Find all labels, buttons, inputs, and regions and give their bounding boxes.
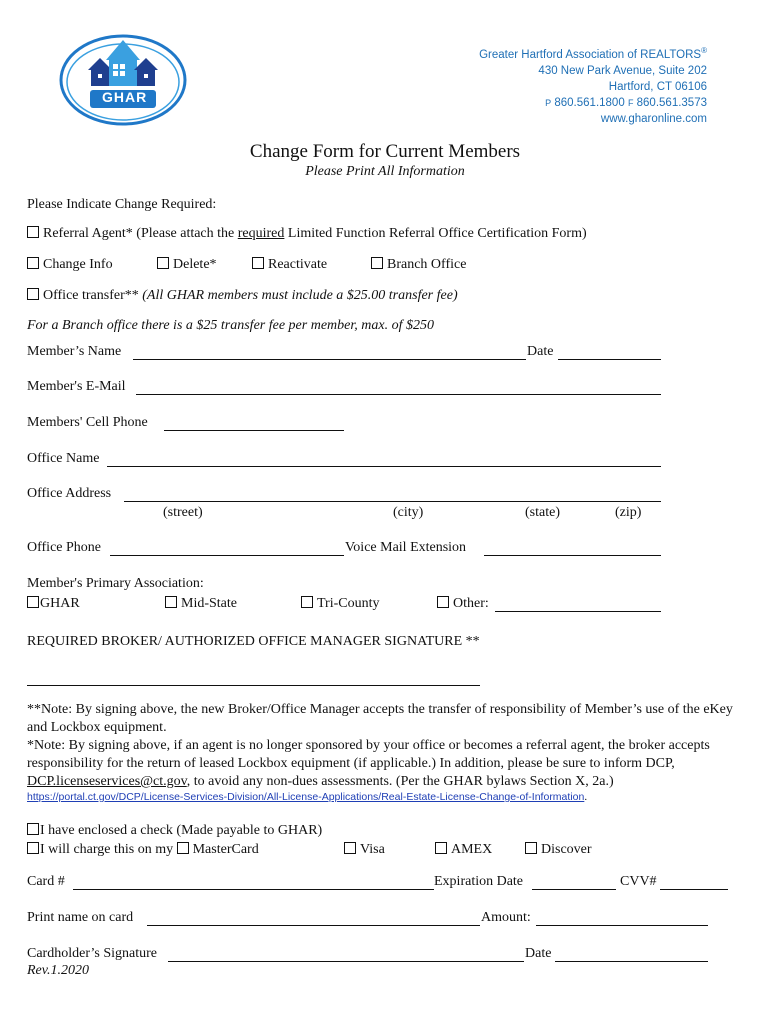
assoc-other-label: Other: [453, 596, 489, 611]
org-info [479, 43, 707, 127]
ghar-logo-graphic [58, 30, 188, 126]
member-name-field[interactable] [133, 359, 526, 360]
reactivate-label: Reactivate [268, 257, 328, 272]
reactivate-option[interactable] [252, 257, 327, 273]
org-address1: 430 New Park Avenue, Suite 202 [538, 64, 707, 77]
branch-office-checkbox[interactable] [371, 257, 383, 269]
mastercard-checkbox[interactable] [177, 842, 189, 854]
zip-caption: (zip) [615, 505, 642, 520]
note-referral-text: *Note: By signing above, if an agent is no longer sponsored by your office or becomes a referral agent, the broker accepts responsibility for the return of leased Lockbox equipment (if applicable.) In addition, please be sure to inform DCP, [27, 738, 710, 771]
charge-option[interactable] [27, 842, 259, 858]
assoc-midstate-label: Mid-State [181, 596, 237, 611]
revision-label: Rev.1.2020 [27, 963, 89, 978]
visa-checkbox[interactable] [344, 842, 356, 854]
cardholder-signature-field[interactable] [168, 961, 524, 962]
voicemail-label: Voice Mail Extension [345, 540, 467, 555]
print-name-field[interactable] [147, 925, 480, 926]
note-ekey: **Note: By signing above, the new Broker/Office Manager accepts the transfer of responsibility of Member’s use of the eKey and Lockbox equipment. [27, 702, 733, 735]
state-caption: (state) [525, 505, 560, 520]
discover-option[interactable] [525, 842, 592, 858]
broker-signature-label: REQUIRED BROKER/ AUTHORIZED OFFICE MANAGER SIGNATURE ** [27, 634, 480, 649]
change-info-checkbox[interactable] [27, 257, 39, 269]
delete-option[interactable] [157, 257, 217, 273]
assoc-midstate-checkbox[interactable] [165, 596, 177, 608]
referral-text-1: Referral Agent* (Please attach the [43, 226, 238, 241]
assoc-tricounty-checkbox[interactable] [301, 596, 313, 608]
discover-label: Discover [541, 842, 592, 857]
assoc-other-option[interactable] [437, 596, 489, 612]
referral-agent-checkbox[interactable] [27, 226, 39, 238]
office-phone-label: Office Phone [27, 540, 101, 555]
office-name-field[interactable] [107, 466, 661, 467]
form-subtitle: Please Print All Information [305, 164, 465, 179]
discover-checkbox[interactable] [525, 842, 537, 854]
logo-text: GHAR [102, 89, 148, 105]
check-option[interactable] [27, 823, 322, 839]
assoc-other-checkbox[interactable] [437, 596, 449, 608]
dcp-email-link[interactable]: DCP.licenseservices@ct.gov [27, 774, 187, 789]
fax-label: F [627, 97, 634, 108]
city-caption: (city) [393, 505, 424, 520]
phone-label: P [545, 97, 552, 108]
amount-field[interactable] [536, 925, 708, 926]
office-transfer-option[interactable] [27, 288, 458, 304]
dcp-url-link[interactable]: https://portal.ct.gov/DCP/License-Services-Division/All-License-Applications/Real-Estate-License-Change-of-Information [27, 791, 585, 803]
visa-option[interactable] [344, 842, 385, 858]
office-phone-field[interactable] [110, 555, 344, 556]
cardholder-signature-label: Cardholder’s Signature [27, 946, 157, 961]
expiration-label: Expiration Date [434, 874, 524, 889]
org-phone: 860.561.1800 [554, 96, 625, 109]
org-fax: 860.561.3573 [636, 96, 707, 109]
assoc-ghar-option[interactable] [27, 596, 80, 612]
assoc-ghar-checkbox[interactable] [27, 596, 39, 608]
office-transfer-label: Office transfer** [43, 288, 139, 303]
amount-label: Amount: [481, 910, 531, 925]
mastercard-label: MasterCard [192, 842, 259, 857]
expiration-field[interactable] [532, 889, 616, 890]
amex-option[interactable] [435, 842, 492, 858]
charge-checkbox[interactable] [27, 842, 39, 854]
check-label: I have enclosed a check (Made payable to GHAR) [40, 823, 323, 838]
member-date-label: Date [527, 344, 554, 359]
referral-agent-option[interactable] [27, 226, 587, 242]
cell-phone-label: Members' Cell Phone [27, 415, 148, 430]
cvv-field[interactable] [660, 889, 728, 890]
office-transfer-checkbox[interactable] [27, 288, 39, 300]
member-name-label: Member’s Name [27, 344, 122, 359]
amex-label: AMEX [451, 842, 493, 857]
ghar-logo [58, 30, 188, 126]
association-label: Member's Primary Association: [27, 576, 204, 591]
org-address2: Hartford, CT 06106 [608, 80, 707, 93]
cardholder-date-label: Date [525, 946, 552, 961]
card-number-label: Card # [27, 874, 65, 889]
office-name-label: Office Name [27, 451, 100, 466]
office-address-field[interactable] [124, 501, 661, 502]
dcp-url-line [27, 789, 587, 805]
assoc-tricounty-label: Tri-County [317, 596, 380, 611]
amex-checkbox[interactable] [435, 842, 447, 854]
note-referral-end: , to avoid any non-dues assessments. (Per the GHAR bylaws Section X, 2a.) [186, 774, 614, 789]
delete-label: Delete* [173, 257, 217, 272]
visa-label: Visa [360, 842, 385, 857]
street-caption: (street) [163, 505, 203, 520]
branch-office-label: Branch Office [387, 257, 467, 272]
change-info-label: Change Info [43, 257, 113, 272]
check-checkbox[interactable] [27, 823, 39, 835]
member-date-field[interactable] [558, 359, 661, 360]
org-website[interactable]: www.gharonline.com [600, 112, 707, 125]
member-email-field[interactable] [136, 394, 661, 395]
office-transfer-note: (All GHAR members must include a $25.00 transfer fee) [138, 288, 458, 303]
referral-text-2: Limited Function Referral Office Certification Form) [284, 226, 587, 241]
assoc-tricounty-option[interactable] [301, 596, 380, 612]
cvv-label: CVV# [620, 874, 657, 889]
change-info-option[interactable] [27, 257, 113, 273]
branch-fee-note: For a Branch office there is a $25 transfer fee per member, max. of $250 [27, 318, 434, 333]
branch-office-option[interactable] [371, 257, 466, 273]
url-period: . [584, 791, 588, 803]
cell-phone-field[interactable] [164, 430, 344, 431]
note-referral [27, 737, 739, 791]
broker-signature-field[interactable] [27, 685, 480, 686]
org-reg: ® [701, 46, 707, 55]
referral-required: required [237, 226, 285, 241]
org-name: Greater Hartford Association of REALTORS [479, 48, 702, 61]
member-email-label: Member's E-Mail [27, 379, 126, 394]
indicate-label: Please Indicate Change Required: [27, 197, 217, 212]
charge-label: I will charge this on my [40, 842, 174, 857]
cardholder-date-field[interactable] [555, 961, 708, 962]
voicemail-field[interactable] [484, 555, 661, 556]
reactivate-checkbox[interactable] [252, 257, 264, 269]
delete-checkbox[interactable] [157, 257, 169, 269]
form-title: Change Form for Current Members [249, 141, 521, 162]
assoc-ghar-label: GHAR [40, 596, 80, 611]
assoc-other-field[interactable] [495, 611, 661, 612]
office-address-label: Office Address [27, 486, 112, 501]
assoc-midstate-option[interactable] [165, 596, 237, 612]
print-name-label: Print name on card [27, 910, 134, 925]
card-number-field[interactable] [73, 889, 434, 890]
